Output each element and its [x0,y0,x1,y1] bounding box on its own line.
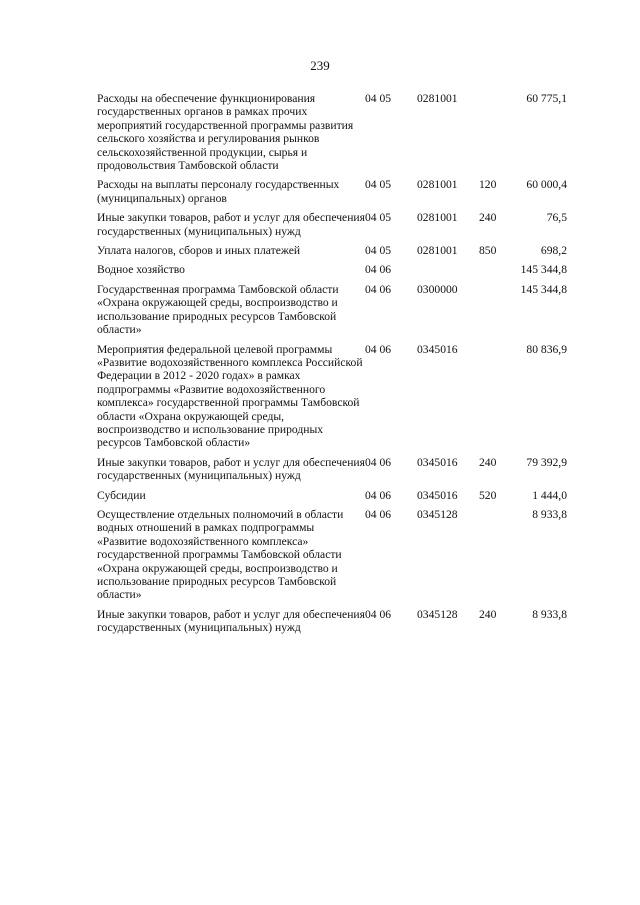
row-amount: 79 392,9 [526,455,567,469]
row-target: 0300000 [417,282,458,296]
row-name: Иные закупки товаров, работ и услуг для обеспечения государственных (муниципальных) нужд [97,211,365,238]
row-section: 04 05 [365,244,392,258]
row-expense-type: 240 [479,607,497,621]
row-section: 04 05 [365,178,392,192]
row-amount: 145 344,8 [520,282,567,296]
table-row [97,263,567,282]
row-target: 0345016 [417,342,458,356]
row-target: 0345128 [417,607,458,621]
table-row [97,608,567,641]
row-target: 0345016 [417,488,458,502]
row-section: 04 06 [365,282,392,296]
row-amount: 76,5 [546,211,567,225]
row-target [417,263,479,282]
table-row [97,283,567,343]
row-amount: 698,2 [540,244,567,258]
row-name: Мероприятия федеральной целевой программы «Развитие водохозяйственного комплекса Российской Федерации в 2012 - 2020 годах» в рамках подпрограммы «Развитие водохозяйственного комплекса» государственной программы Тамбовской области «Охрана окружающей среды, воспроизводство и использование природных ресурсов Тамбовской области» [97,342,363,450]
row-name: Водное хозяйство [97,263,185,277]
row-section: 04 06 [365,263,392,277]
row-name: Субсидии [97,488,146,502]
row-amount: 8 933,8 [532,507,567,521]
row-amount: 145 344,8 [520,263,567,277]
row-name: Иные закупки товаров, работ и услуг для обеспечения государственных (муниципальных) нужд [97,455,365,483]
row-section: 04 06 [365,488,392,502]
row-section: 04 06 [365,607,392,621]
row-target: 0345128 [417,507,458,521]
row-expense-type: 240 [479,211,497,225]
row-expense-type: 520 [479,488,497,502]
row-amount: 80 836,9 [526,342,567,356]
row-expense-type: 240 [479,455,497,469]
row-name: Осуществление отдельных полномочий в области водных отношений в рамках подпрограммы «Развитие водохозяйственного комплекса» государственной программы Тамбовской области «Охрана окружающей среды, воспроизводство и использование природных ресурсов Тамбовской области» [97,507,344,602]
row-target: 0345016 [417,455,458,469]
row-target: 0281001 [417,178,458,192]
row-expense-type [479,92,517,178]
row-section: 04 05 [365,211,392,225]
row-name: Расходы на обеспечение функционирования государственных органов в рамках прочих мероприятий государственной программы развития сельского хозяйства и регулирования рынков сельскохозяйственной продукции, сырья и продовольствия Тамбовской области [97,92,354,173]
table-row [97,343,567,456]
table-row [97,178,567,211]
table-row [97,456,567,489]
row-amount: 8 933,8 [532,607,567,621]
row-name: Уплата налогов, сборов и иных платежей [97,244,301,258]
row-section: 04 05 [365,92,392,105]
row-section: 04 06 [365,455,392,469]
row-amount: 60 000,4 [526,178,567,192]
row-expense-type [479,283,517,343]
table-row [97,508,567,608]
row-target: 0281001 [417,244,458,258]
row-amount: 60 775,1 [526,92,567,105]
table-row [97,92,567,178]
row-expense-type [479,508,517,608]
row-name: Государственная программа Тамбовской области «Охрана окружающей среды, воспроизводство и использование природных ресурсов Тамбовской области» [97,282,339,337]
row-expense-type [479,263,517,282]
row-section: 04 06 [365,507,392,521]
row-amount: 1 444,0 [532,488,567,502]
table-row [97,211,567,244]
row-expense-type: 120 [479,178,497,192]
row-target: 0281001 [417,92,458,105]
budget-table [97,92,567,641]
row-target: 0281001 [417,211,458,225]
table-row [97,244,567,263]
row-name: Иные закупки товаров, работ и услуг для обеспечения государственных (муниципальных) нужд [97,607,365,635]
row-expense-type: 850 [479,244,497,258]
row-section: 04 06 [365,342,392,356]
row-name: Расходы на выплаты персоналу государственных (муниципальных) органов [97,178,340,205]
row-expense-type [479,343,517,456]
table-row [97,489,567,508]
page-number: 239 [310,58,330,73]
